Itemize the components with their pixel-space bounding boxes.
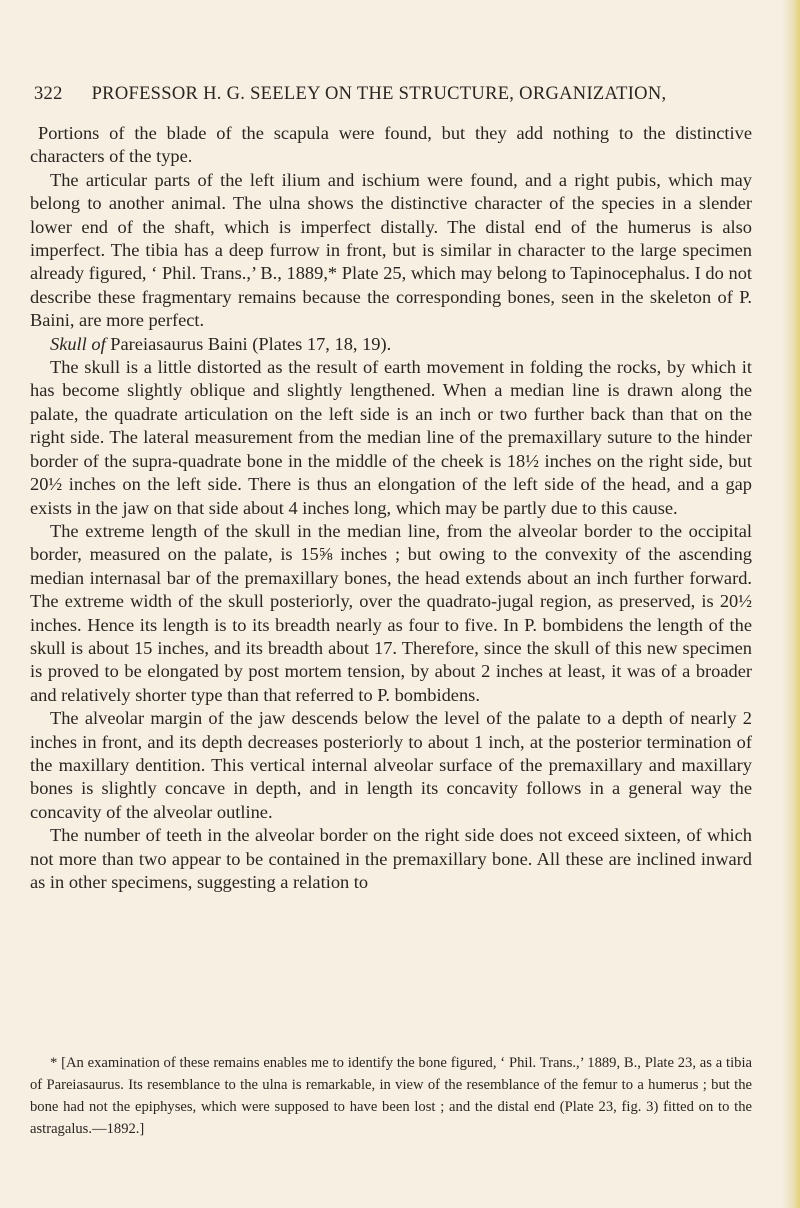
section-heading bbox=[30, 333, 752, 356]
running-header bbox=[34, 84, 734, 105]
paragraph: Portions of the blade of the scapula were found, but they add nothing to the distinctive characters of the type. bbox=[30, 123, 752, 167]
body-text bbox=[30, 122, 752, 894]
page-number: 322 bbox=[34, 84, 63, 104]
page-edge-stain bbox=[782, 0, 800, 1208]
running-title: PROFESSOR H. G. SEELEY ON THE STRUCTURE, ORGANIZATION, bbox=[91, 84, 667, 104]
paragraph: The articular parts of the left ilium and ischium were found, and a right pubis, which may belong to another animal. The ulna shows the distinctive character of the species in a slender lower end of the shaft, which is imperfect distally. The distal end of the humerus is also imperfect. The tibia has a deep furrow in front, but is similar in character to the large specimen already figured, ‘ Phil. Trans.,’ B., 1889,* Plate 25, which may belong to Tapinocephalus. I do not describe these fragmentary remains because the corresponding bones, seen in the skeleton of P. Baini, are more perfect. bbox=[30, 169, 752, 331]
footnote bbox=[30, 1052, 752, 1140]
paragraph: The number of teeth in the alveolar border on the right side does not exceed sixteen, of which not more than two appear to be contained in the premaxillary bone. All these are inclined inward as in other specimens, suggesting a relation to bbox=[30, 825, 752, 892]
paragraph: The alveolar margin of the jaw descends below the level of the palate to a depth of nearly 2 inches in front, and its depth decreases posteriorly to about 1 inch, at the posterior termination of the maxillary dentition. This vertical internal alveolar surface of the premaxillary and maxillary bones is slightly concave in depth, and in length its concavity follows in a general way the concavity of the alveolar outline. bbox=[30, 708, 752, 822]
section-heading-roman: Pareiasaurus Baini (Plates 17, 18, 19). bbox=[105, 333, 392, 354]
paragraph: The extreme length of the skull in the median line, from the alveolar border to the occipital border, measured on the palate, is 15⅝ inches ; but owing to the convexity of the ascending median internasal bar of the premaxillary bones, the head extends about an inch further forward. The extreme width of the skull posteriorly, over the quadrato-jugal region, as preserved, is 20½ inches. Hence its length is to its breadth nearly as four to five. In P. bombidens the length of the skull is about 15 inches, and its breadth about 17. Therefore, since the skull of this new specimen is proved to be elongated by post mortem tension, by about 2 inches at least, it was of a broader and relatively shorter type than that referred to P. bombidens. bbox=[30, 520, 752, 705]
footnote-text: * [An examination of these remains enables me to identify the bone figured, ‘ Phil. Trans.,’ 1889, B., Plate 23, as a tibia of Pareiasaurus. Its resemblance to the ulna is remarkable, in view of the resemblance of the femur to a humerus ; but the bone had not the epiphyses, which were supposed to have been lost ; and the distal end (Plate 23, fig. 3) fitted on to the astragalus.—1892.] bbox=[30, 1055, 752, 1137]
section-heading-italic: Skull of bbox=[50, 333, 106, 354]
paragraph: The skull is a little distorted as the result of earth movement in folding the rocks, by which it has become slightly oblique and slightly lengthened. When a median line is drawn along the palate, the quadrate articulation on the left side is an inch or two further back than that on the right side. The lateral measurement from the median line of the premaxillary suture to the hinder border of the supra-quadrate bone in the middle of the cheek is 18½ inches on the right side, but 20½ inches on the left side. There is thus an elongation of the left side of the head, and a gap exists in the jaw on that side about 4 inches long, which may be partly due to this cause. bbox=[30, 357, 752, 518]
